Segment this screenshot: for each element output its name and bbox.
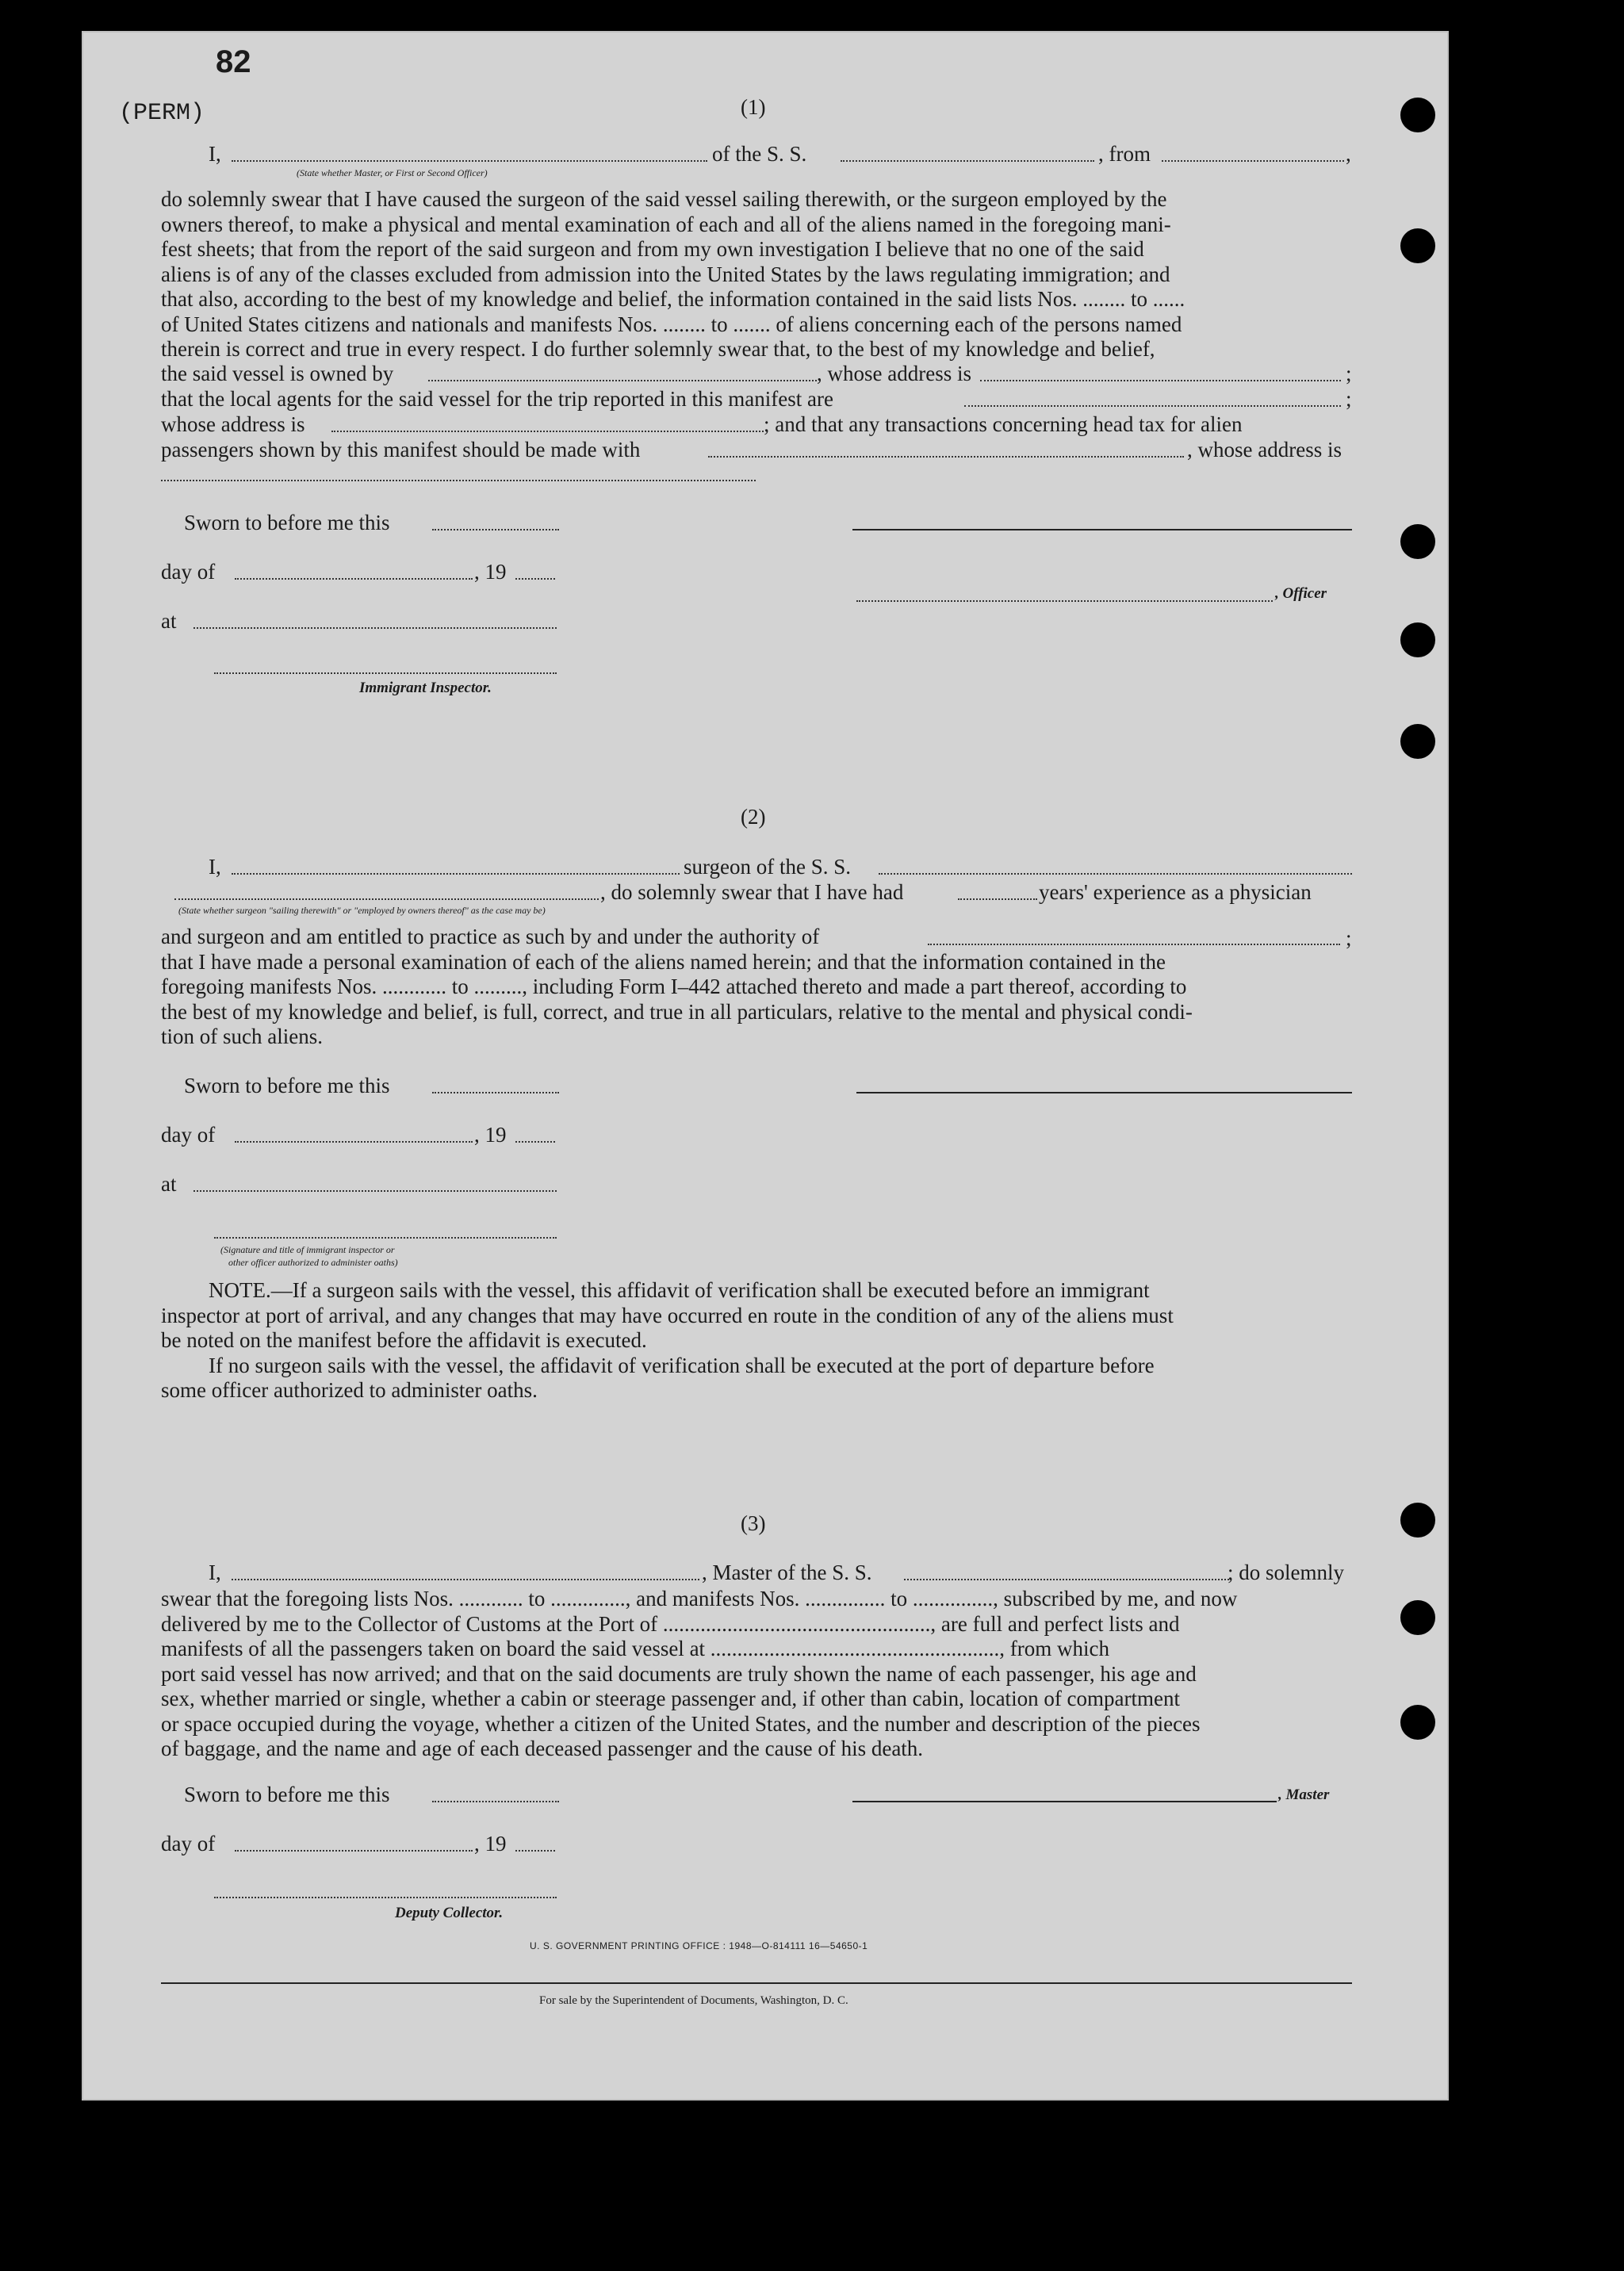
year-label: , 19: [474, 1123, 507, 1147]
semicolon: ;: [1346, 362, 1352, 385]
sworn-label: Sworn to before me this: [184, 511, 390, 534]
section-3-oath: [161, 1587, 1352, 1762]
note-line: If no surgeon sails with the vessel, the affidavit of verification shall be executed at the port of departure before: [209, 1353, 1155, 1377]
of-the-ss-label: of the S. S.: [712, 142, 807, 166]
vessel-name-field[interactable]: [841, 160, 1094, 162]
punch-hole: [1400, 622, 1435, 657]
year-field[interactable]: [515, 578, 555, 580]
years-field[interactable]: [958, 898, 1037, 900]
surgeon-name-field[interactable]: [232, 873, 680, 875]
oath-line: delivered by me to the Collector of Customs at the Port of .................................................., are full and perfect lists and: [161, 1611, 1180, 1636]
sale-notice: For sale by the Superintendent of Documents, Washington, D. C.: [539, 1994, 848, 2007]
year-label: , 19: [474, 560, 507, 584]
owned-by-label: the said vessel is owned by: [161, 362, 394, 385]
punch-hole: [1400, 524, 1435, 559]
from-port-field[interactable]: [1162, 160, 1344, 162]
year-field[interactable]: [515, 1850, 555, 1852]
role-note: (State whether Master, or First or Second Officer): [297, 167, 488, 178]
signature-line[interactable]: [852, 529, 1352, 530]
oath-line: of United States citizens and nationals and manifests Nos. ........ to ....... of aliens concerning each of the persons named: [161, 312, 1182, 336]
oath-line: fest sheets; that from the report of the said surgeon and from my own investigation I believe that no one of the said: [161, 237, 1144, 261]
head-tax-agent-field[interactable]: [708, 456, 1184, 458]
owner-address-field[interactable]: [980, 380, 1341, 381]
footer-rule: [161, 1982, 1352, 1984]
sworn-label: Sworn to before me this: [184, 1783, 390, 1806]
oath-line: tion of such aliens.: [161, 1024, 323, 1048]
authority-field[interactable]: [928, 944, 1340, 945]
punch-hole: [1400, 1503, 1435, 1538]
head-tax-label: ; and that any transactions concerning head tax for alien: [764, 412, 1243, 436]
master-signature-line[interactable]: [852, 1801, 1277, 1802]
master-of-label: , Master of the S. S.: [702, 1561, 872, 1584]
oath-line: that I have made a personal examination of each of the aliens named herein; and that the information contained in the: [161, 949, 1166, 974]
at-place-field[interactable]: [193, 1190, 557, 1192]
at-label: at: [161, 1172, 177, 1196]
master-vessel-field[interactable]: [904, 1579, 1229, 1580]
oath-line: that also, according to the best of my knowledge and belief, the information contained in the said lists Nos. ........ to ......: [161, 287, 1185, 311]
officer-signature-field[interactable]: [856, 600, 1273, 602]
sworn-date-field[interactable]: [432, 1092, 559, 1093]
section-2-i: I,: [209, 855, 221, 879]
surgeon-signature-line[interactable]: [856, 1092, 1352, 1093]
sworn-label: Sworn to before me this: [184, 1074, 390, 1097]
perm-stamp: (PERM): [119, 100, 205, 127]
oath-line: and surgeon and am entitled to practice as such by and under the authority of: [161, 925, 820, 948]
day-of-label: day of: [161, 1123, 216, 1147]
inspector-label: Immigrant Inspector.: [359, 680, 492, 696]
signature-note: (Signature and title of immigrant inspector or: [220, 1244, 395, 1255]
verifier-signature-field[interactable]: [214, 1237, 557, 1239]
oath-line: port said vessel has now arrived; and that on the said documents are truly shown the name of each passenger, his age and: [161, 1661, 1197, 1686]
from-label: , from: [1098, 142, 1151, 166]
section-1-number: (1): [741, 95, 766, 119]
oath-line: or space occupied during the voyage, whether a citizen of the United States, and the number and description of the pieces: [161, 1711, 1201, 1736]
oath-line: of baggage, and the name and age of each deceased passenger and the cause of his death.: [161, 1737, 924, 1760]
semicolon: ;: [1346, 926, 1352, 950]
officer-label: , Officer: [1275, 585, 1327, 602]
signature-note: other officer authorized to administer oaths): [228, 1257, 398, 1268]
oath-line: therein is correct and true in every respect. I do further solemnly swear that, to the best of my knowledge and belief,: [161, 337, 1155, 361]
collector-signature-field[interactable]: [214, 1897, 557, 1898]
punch-hole: [1400, 1705, 1435, 1740]
surgeon-of-label: surgeon of the S. S.: [684, 855, 852, 879]
comma: ,: [1346, 142, 1351, 166]
at-place-field[interactable]: [193, 627, 557, 629]
punch-hole: [1400, 98, 1435, 132]
note-paragraph: [161, 1278, 1352, 1404]
oath-line: sex, whether married or single, whether a cabin or steerage passenger and, if other than cabin, location of compartment: [161, 1687, 1181, 1710]
owner-field[interactable]: [428, 380, 817, 381]
oath-line: the best of my knowledge and belief, is full, correct, and true in all particulars, relative to the mental and physical condi-: [161, 999, 1193, 1024]
day-of-field[interactable]: [235, 1141, 473, 1143]
year-label: , 19: [474, 1832, 507, 1855]
local-agents-field[interactable]: [964, 405, 1341, 407]
section-3-number: (3): [741, 1511, 766, 1535]
note-line: inspector at port of arrival, and any changes that may have occurred en route in the condition of any of the aliens must: [161, 1303, 1174, 1327]
day-of-field[interactable]: [235, 1850, 473, 1852]
day-of-field[interactable]: [235, 578, 473, 580]
years-label: years' experience as a physician: [1039, 880, 1312, 904]
semicolon: ;: [1346, 387, 1352, 411]
note-line: be noted on the manifest before the affidavit is executed.: [161, 1328, 647, 1352]
section-2-number: (2): [741, 805, 766, 829]
swear-label: , do solemnly swear that I have had: [600, 880, 904, 904]
surgeon-status-field[interactable]: [174, 898, 599, 900]
gpo-imprint: U. S. GOVERNMENT PRINTING OFFICE : 1948—O-814111 16—54650-1: [530, 1940, 868, 1951]
deputy-collector-label: Deputy Collector.: [395, 1905, 504, 1921]
punch-hole: [1400, 228, 1435, 263]
day-of-label: day of: [161, 1832, 216, 1855]
at-label: at: [161, 609, 177, 633]
day-of-label: day of: [161, 560, 216, 584]
master-name-field[interactable]: [232, 1579, 699, 1580]
surgeon-vessel-field[interactable]: [879, 873, 1352, 875]
oath-line: swear that the foregoing lists Nos. ............ to .............., and manifests Nos. ............... to ..............., subscribed by me, and now: [161, 1587, 1238, 1610]
inspector-signature-field[interactable]: [214, 672, 557, 674]
passengers-label: passengers shown by this manifest should be made with: [161, 438, 641, 461]
section-1-oath: [161, 187, 1352, 362]
master-label: , Master: [1278, 1787, 1330, 1803]
head-tax-address-label: , whose address is: [1187, 438, 1342, 461]
sworn-date-field[interactable]: [432, 1801, 559, 1802]
oath-line: manifests of all the passengers taken on board the said vessel at ......................................................, from which: [161, 1637, 1110, 1660]
oath-line: foregoing manifests Nos. ............ to ........., including Form I–442 attached thereto and made a part thereof, according to: [161, 975, 1187, 998]
page-number: 82: [216, 44, 251, 79]
section-3-i: I,: [209, 1561, 221, 1584]
note-line: NOTE.—If a surgeon sails with the vessel, this affidavit of verification shall be executed before an immigrant: [209, 1278, 1150, 1302]
owner-address-label: , whose address is: [817, 362, 971, 385]
oath-line: owners thereof, to make a physical and mental examination of each and all of the aliens named in the foregoing mani-: [161, 212, 1171, 236]
surgeon-note: (State whether surgeon "sailing therewith" or "employed by owners thereof" as the case may be): [178, 905, 546, 916]
agents-address-label: whose address is: [161, 412, 305, 436]
agents-address-field[interactable]: [331, 431, 764, 432]
solemnly-label: ; do solemnly: [1228, 1561, 1344, 1584]
head-tax-address-field[interactable]: [161, 480, 756, 481]
sworn-date-field[interactable]: [432, 529, 559, 530]
oath-line: do solemnly swear that I have caused the surgeon of the said vessel sailing therewith, or the surgeon employed by the: [161, 187, 1167, 211]
local-agents-label: that the local agents for the said vessel for the trip reported in this manifest are: [161, 387, 833, 411]
punch-hole: [1400, 1600, 1435, 1635]
officer-name-field[interactable]: [232, 160, 707, 162]
oath-line: aliens is of any of the classes excluded from admission into the United States by the laws regulating immigration; and: [161, 262, 1170, 286]
year-field[interactable]: [515, 1141, 555, 1143]
section-1-i: I,: [209, 142, 221, 166]
note-line: some officer authorized to administer oaths.: [161, 1378, 538, 1402]
punch-hole: [1400, 724, 1435, 759]
